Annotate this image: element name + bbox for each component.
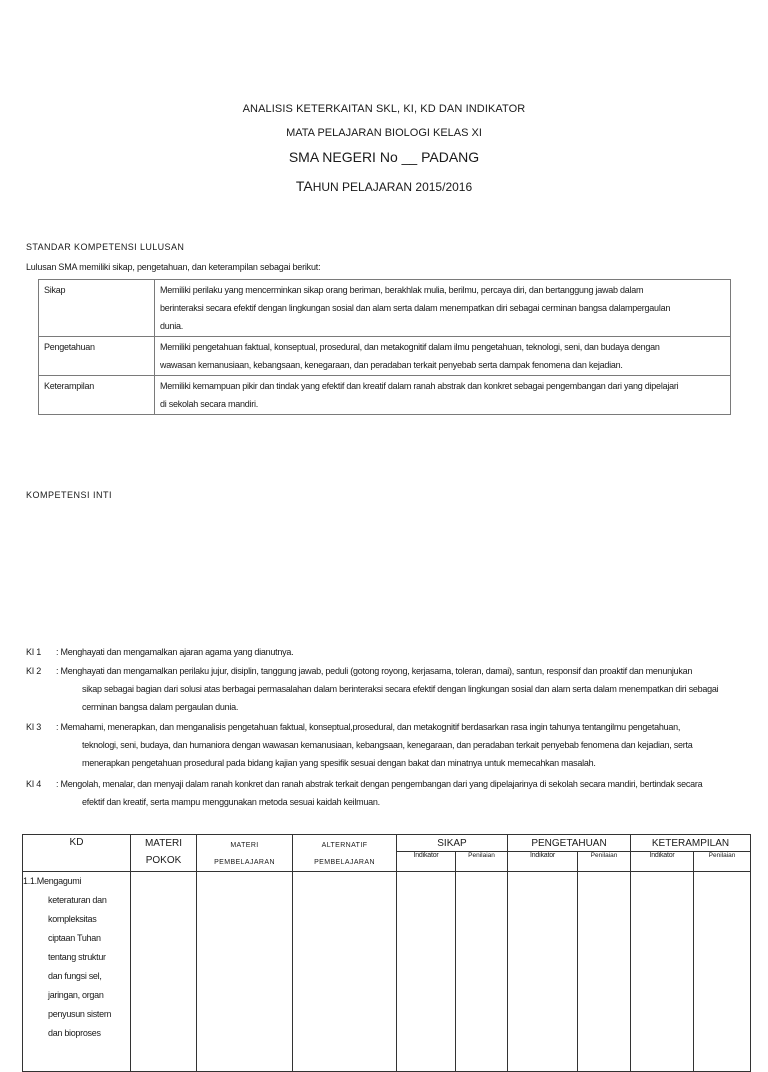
materi-pokok-header bbox=[131, 835, 197, 872]
sikap-indikator-cell bbox=[397, 872, 456, 1072]
ki-text bbox=[56, 643, 768, 661]
table-row bbox=[23, 872, 751, 1072]
kd-line: jaringan, organ bbox=[48, 990, 104, 1000]
alternatif-pembelajaran-header-line: PEMBELAJARAN bbox=[314, 859, 375, 866]
materi-pembelajaran-header-line: PEMBELAJARAN bbox=[214, 859, 275, 866]
ki-heading: KOMPETENSI INTI bbox=[26, 490, 113, 500]
academic-year-prefix: TA bbox=[295, 178, 313, 194]
materi-pokok-header-line: MATERI bbox=[144, 838, 183, 849]
skl-value bbox=[155, 280, 731, 337]
skl-value bbox=[155, 337, 731, 376]
skl-value bbox=[155, 376, 731, 415]
keterampilan-header: KETERAMPILAN bbox=[631, 835, 751, 852]
ki-label: KI 3 bbox=[26, 722, 42, 732]
alternatif-pembelajaran-cell bbox=[293, 872, 397, 1072]
skl-row-sikap bbox=[39, 280, 731, 337]
ki-text bbox=[56, 662, 768, 716]
skl-value-line: Memiliki kemampuan pikir dan tindak yang efektif dan kreatif dalam ranah abstrak dan konkret sebagai pengembangan dari yang dipelajari bbox=[160, 381, 679, 391]
materi-pokok-cell bbox=[131, 872, 197, 1072]
ki-line: : Menghayati dan mengamalkan ajaran agama yang dianutnya. bbox=[56, 647, 294, 657]
table-header-row bbox=[23, 835, 751, 852]
skl-value-line: berinteraksi secara efektif dengan lingkungan sosial dan alam serta dalam menempatkan diri sebagai cerminan bangsa dalampergaulan bbox=[160, 303, 671, 313]
materi-pembelajaran-header-line: MATERI bbox=[230, 842, 259, 849]
kd-line: penyusun sistem bbox=[48, 1009, 112, 1019]
kd-line: tentang struktur bbox=[48, 952, 106, 962]
document-title: ANALISIS KETERKAITAN SKL, KI, KD DAN INDIKATOR bbox=[242, 103, 526, 115]
academic-year-rest: HUN PELAJARAN 2015/2016 bbox=[312, 180, 473, 194]
sikap-penilaian-cell bbox=[456, 872, 508, 1072]
skl-key: Pengetahuan bbox=[39, 337, 155, 376]
ki-line: sikap sebagai bagian dari solusi atas berbagai permasalahan dalam berinteraksi secara efektif dengan lingkungan sosial dan alam serta dalam menempatkan diri sebagai bbox=[82, 684, 719, 694]
kd-line: keteraturan dan bbox=[48, 895, 107, 905]
skl-key: Sikap bbox=[39, 280, 155, 337]
skl-value-line: Memiliki perilaku yang mencerminkan sikap orang beriman, berakhlak mulia, berilmu, percaya diri, dan bertanggung jawab dalam bbox=[160, 285, 644, 295]
ki-text bbox=[56, 775, 768, 811]
alternatif-pembelajaran-header bbox=[293, 835, 397, 872]
keterampilan-indikator-cell bbox=[631, 872, 694, 1072]
kd-line: 1.1.Mengagumi bbox=[23, 876, 82, 886]
keterampilan-penilaian-cell bbox=[694, 872, 751, 1072]
materi-pokok-header-line: POKOK bbox=[145, 855, 182, 866]
kd-line: dan bioproses bbox=[48, 1028, 101, 1038]
ki-line: : Mengolah, menalar, dan menyaji dalam ranah konkret dan ranah abstrak terkait dengan pengembangan dari yang dipelajarinya di sekolah secara mandiri, bertindak secara bbox=[56, 779, 703, 789]
alternatif-pembelajaran-header-line: ALTERNATIF bbox=[321, 842, 368, 849]
ki-label: KI 1 bbox=[26, 647, 42, 657]
ki-line: : Menghayati dan mengamalkan perilaku jujur, disiplin, tanggung jawab, peduli (gotong royong, kerjasama, toleran, damai), santun, responsif dan proaktif dan menunjukan bbox=[56, 666, 693, 676]
ki-text bbox=[56, 718, 768, 772]
skl-value-line: dunia. bbox=[160, 321, 184, 331]
kd-cell bbox=[23, 872, 131, 1072]
pengetahuan-penilaian-header: Penilaian bbox=[578, 852, 631, 872]
skl-intro: Lulusan SMA memiliki sikap, pengetahuan, dan keterampilan sebagai berikut: bbox=[26, 262, 321, 272]
ki-line: teknologi, seni, budaya, dan humaniora dengan wawasan kemanusiaan, kebangsaan, kenegaraan, dan peradaban terkait penyebab fenomena dan kejadian, serta bbox=[82, 740, 693, 750]
kd-line: ciptaan Tuhan bbox=[48, 933, 101, 943]
skl-value-line: wawasan kemanusiaan, kebangsaan, kenegaraan, dan peradaban terkait penyebab serta dampak fenomena dan kejadian. bbox=[160, 360, 623, 370]
materi-pembelajaran-cell bbox=[197, 872, 293, 1072]
sikap-penilaian-header: Penilaian bbox=[456, 852, 508, 872]
skl-row-keterampilan bbox=[39, 376, 731, 415]
ki-line: efektif dan kreatif, serta mampu menggunakan metoda sesuai kaidah keilmuan. bbox=[82, 797, 380, 807]
keterampilan-indikator-header: Indikator bbox=[631, 852, 694, 872]
pengetahuan-indikator-cell bbox=[508, 872, 578, 1072]
subject-title: MATA PELAJARAN BIOLOGI KELAS XI bbox=[286, 127, 482, 139]
sikap-indikator-header: Indikator bbox=[397, 852, 456, 872]
skl-value-line: di sekolah secara mandiri. bbox=[160, 399, 259, 409]
sikap-header: SIKAP bbox=[397, 835, 508, 852]
kd-line: kompleksitas bbox=[48, 914, 97, 924]
kd-header: KD bbox=[23, 835, 131, 872]
kd-analysis-table bbox=[22, 834, 751, 1072]
school-title: SMA NEGERI No __ PADANG bbox=[288, 149, 480, 165]
pengetahuan-indikator-header: Indikator bbox=[508, 852, 578, 872]
skl-key: Keterampilan bbox=[39, 376, 155, 415]
materi-pembelajaran-header bbox=[197, 835, 293, 872]
skl-value-line: Memiliki pengetahuan faktual, konseptual, prosedural, dan metakognitif dalam ilmu pengetahuan, teknologi, seni, dan budaya dengan bbox=[160, 342, 660, 352]
keterampilan-penilaian-header: Penilaian bbox=[694, 852, 751, 872]
academic-year bbox=[0, 178, 768, 194]
kd-line: dan fungsi sel, bbox=[48, 971, 102, 981]
pengetahuan-header: PENGETAHUAN bbox=[508, 835, 631, 852]
pengetahuan-penilaian-cell bbox=[578, 872, 631, 1072]
ki-label: KI 4 bbox=[26, 779, 42, 789]
skl-row-pengetahuan bbox=[39, 337, 731, 376]
ki-line: : Memahami, menerapkan, dan menganalisis pengetahuan faktual, konseptual,prosedural, dan metakognitif berdasarkan rasa ingin tahunya tentangilmu pengetahuan, bbox=[56, 722, 681, 732]
ki-label: KI 2 bbox=[26, 666, 42, 676]
skl-heading: STANDAR KOMPETENSI LULUSAN bbox=[26, 242, 185, 252]
ki-line: menerapkan pengetahuan prosedural pada bidang kajian yang spesifik sesuai dengan bakat dan minatnya untuk memecahkan masalah. bbox=[82, 758, 596, 768]
skl-table bbox=[38, 279, 731, 415]
ki-line: cerminan bangsa dalam pergaulan dunia. bbox=[82, 702, 239, 712]
